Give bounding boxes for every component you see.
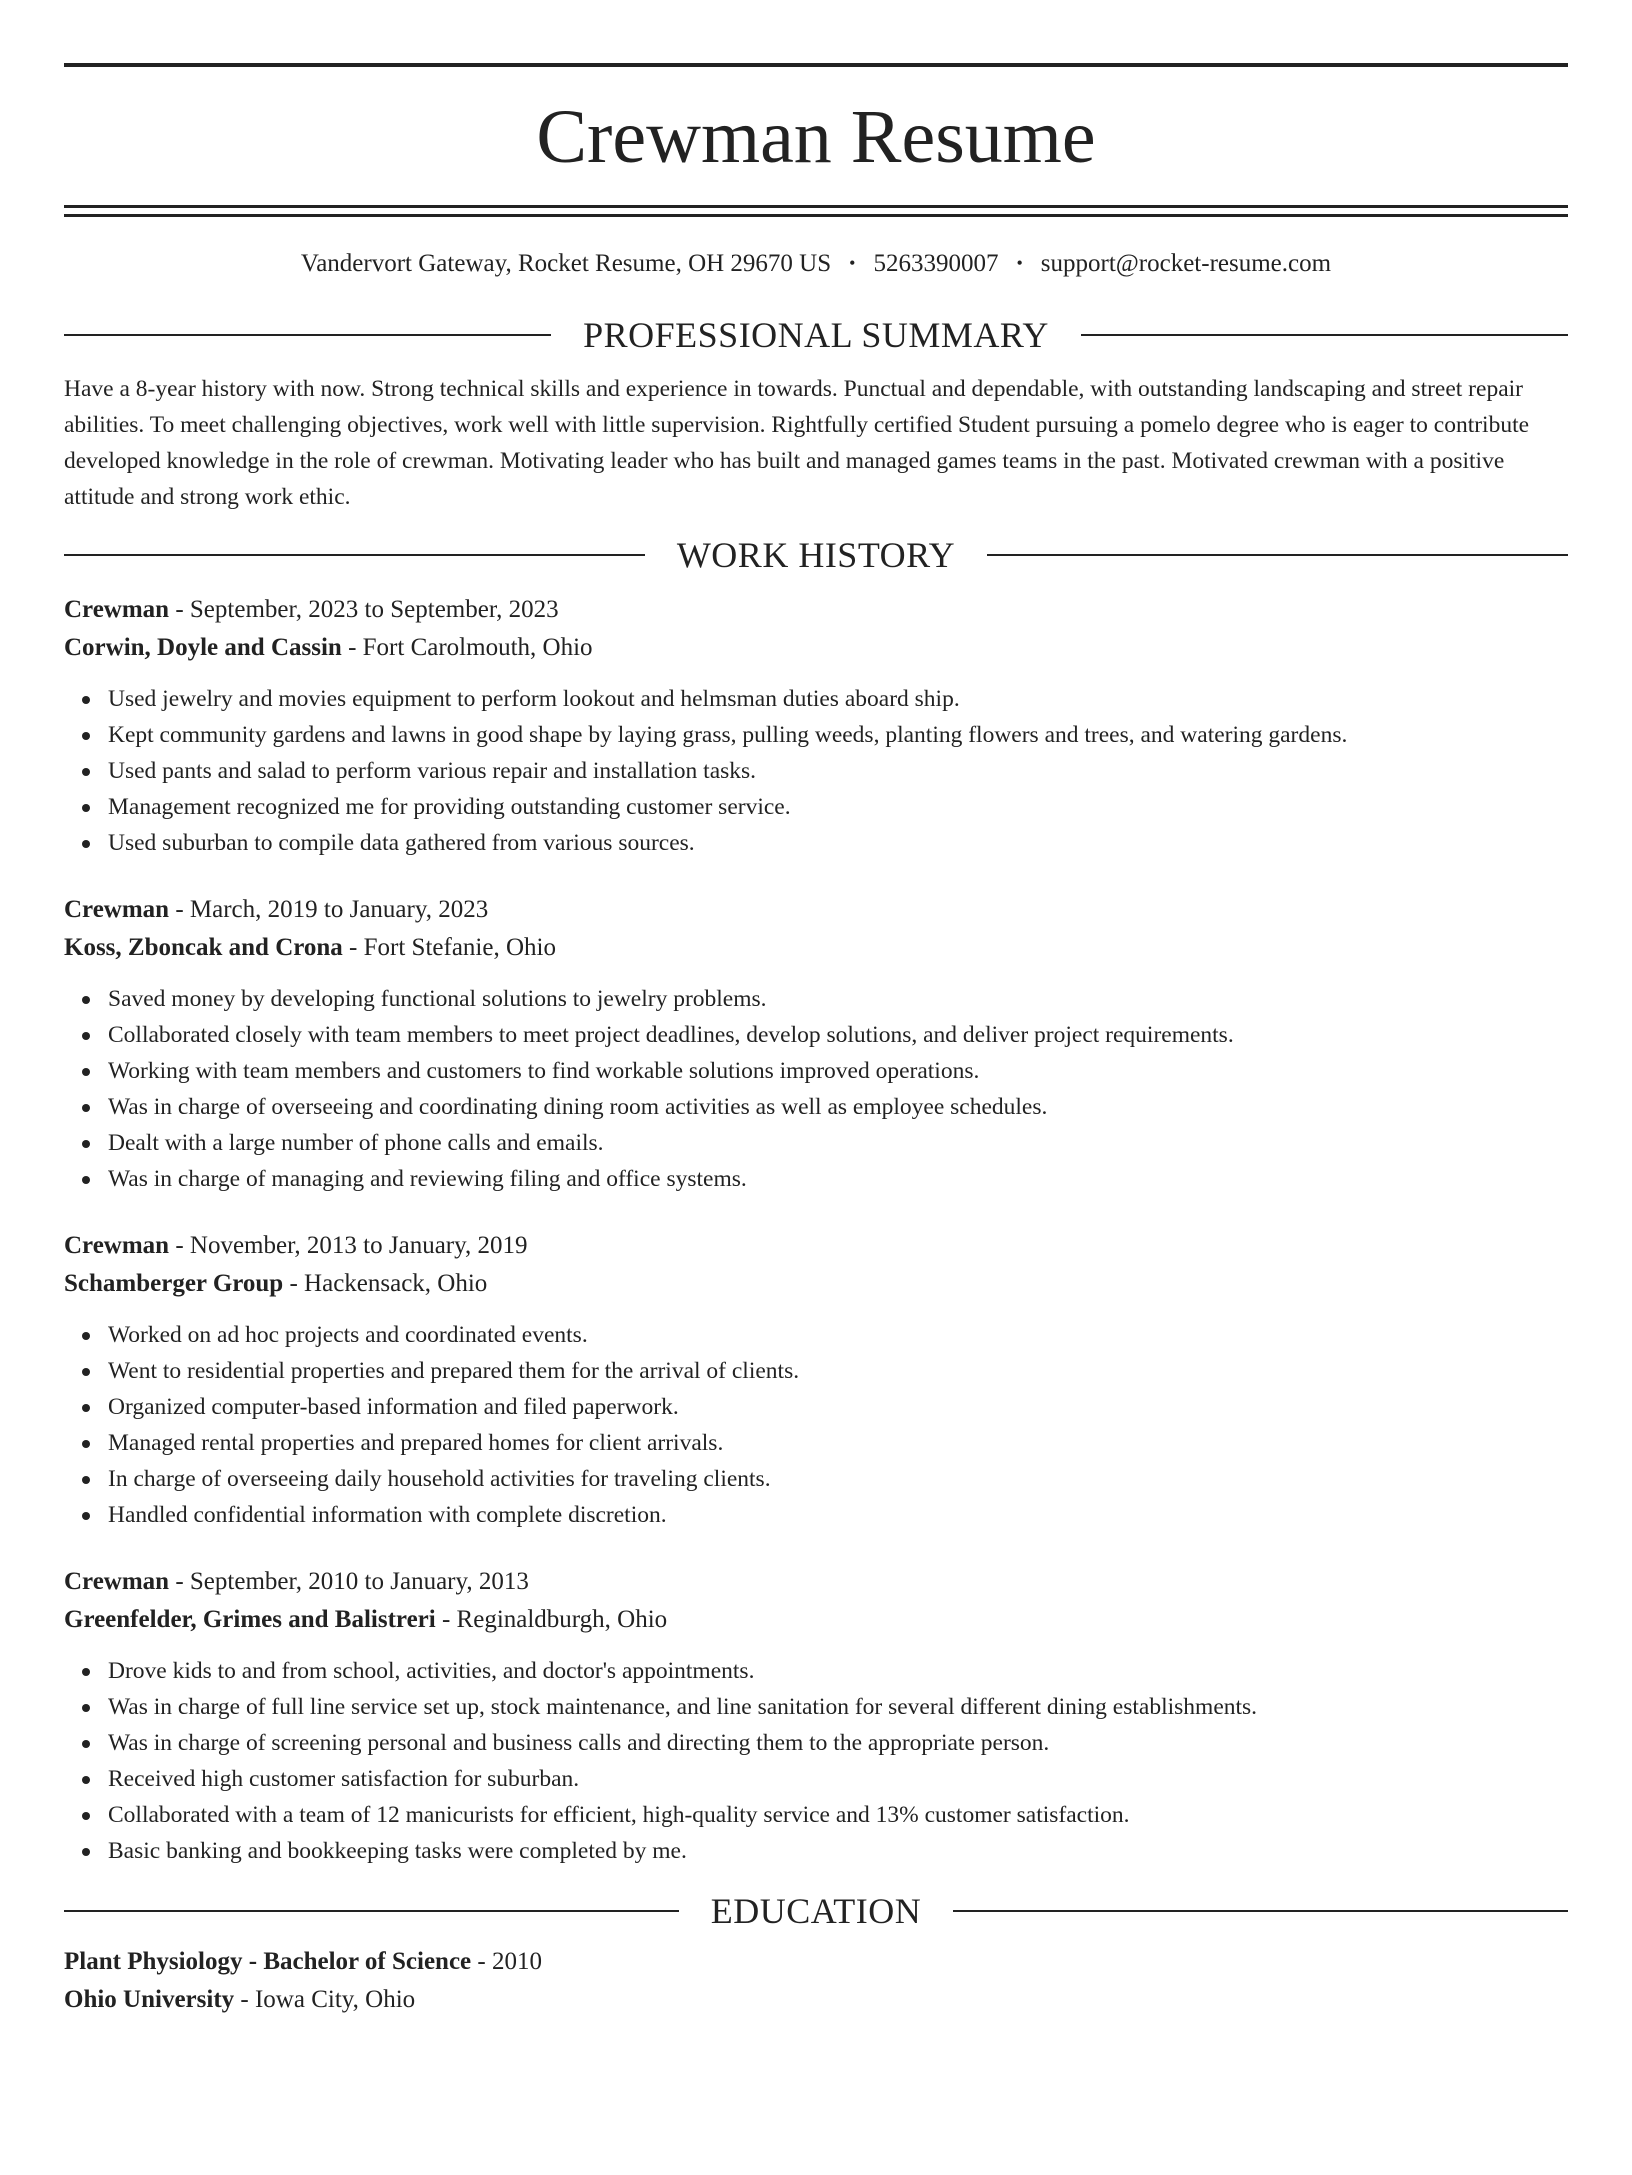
list-item: Handled confidential information with complete discretion. bbox=[108, 1497, 1568, 1533]
job-title-line bbox=[64, 1563, 1568, 1601]
education-year: - 2010 bbox=[471, 1948, 542, 1975]
list-item: Was in charge of managing and reviewing filing and office systems. bbox=[108, 1161, 1568, 1197]
list-item: Was in charge of full line service set up, stock maintenance, and line sanitation for several different dining establishments. bbox=[108, 1689, 1568, 1725]
list-item: Used jewelry and movies equipment to perform lookout and helmsman duties aboard ship. bbox=[108, 681, 1568, 717]
summary-text: Have a 8-year history with now. Strong technical skills and experience in towards. Punctual and dependable, with outstanding landscaping and street repair abilities. To meet challenging objectives, work well with little supervision. Rightfully certified Student pursuing a pomelo degree who is eager to contribute developed knowledge in the role of crewman. Motivating leader who has built and managed games teams in the past. Motivated crewman with a positive attitude and strong work ethic. bbox=[64, 376, 1530, 510]
job-company-line bbox=[64, 1265, 1568, 1303]
job-entry bbox=[64, 891, 1568, 1197]
section-heading-label: WORK HISTORY bbox=[676, 535, 956, 575]
job-bullets bbox=[64, 981, 1568, 1197]
job-dates: - September, 2010 to January, 2013 bbox=[169, 1568, 529, 1595]
job-title: Crewman bbox=[64, 1232, 170, 1259]
list-item: Working with team members and customers to find workable solutions improved operations. bbox=[108, 1053, 1568, 1089]
list-item: In charge of overseeing daily household activities for traveling clients. bbox=[108, 1461, 1568, 1497]
heading-rule bbox=[953, 1910, 1568, 1912]
list-item: Organized computer-based information and filed paperwork. bbox=[108, 1389, 1568, 1425]
job-company-line bbox=[64, 929, 1568, 967]
job-title: Crewman bbox=[64, 896, 170, 923]
list-item: Was in charge of overseeing and coordinating dining room activities as well as employee schedules. bbox=[108, 1089, 1568, 1125]
header-double-rule bbox=[64, 205, 1568, 217]
heading-rule bbox=[64, 554, 645, 556]
job-title-line bbox=[64, 891, 1568, 929]
section-heading-education bbox=[64, 1891, 1568, 1931]
job-bullets bbox=[64, 1317, 1568, 1533]
education-school-line bbox=[64, 1981, 1568, 2019]
section-heading-label: EDUCATION bbox=[710, 1891, 922, 1931]
resume-title: Crewman Resume bbox=[536, 95, 1096, 179]
job-dates: - September, 2023 to September, 2023 bbox=[169, 596, 559, 623]
job-location: - Fort Stefanie, Ohio bbox=[342, 934, 556, 961]
job-location: - Reginaldburgh, Ohio bbox=[435, 1606, 668, 1633]
list-item: Collaborated with a team of 12 manicurists for efficient, high-quality service and 13% customer satisfaction. bbox=[108, 1797, 1568, 1833]
job-entry bbox=[64, 591, 1568, 861]
job-dates: - November, 2013 to January, 2019 bbox=[169, 1232, 528, 1259]
list-item: Collaborated closely with team members to meet project deadlines, develop solutions, and deliver project requirements. bbox=[108, 1017, 1568, 1053]
list-item: Received high customer satisfaction for suburban. bbox=[108, 1761, 1568, 1797]
contact-address: Vandervort Gateway, Rocket Resume, OH 29670 US bbox=[300, 250, 832, 277]
contact-phone[interactable]: 5263390007 bbox=[873, 250, 999, 277]
heading-rule bbox=[987, 554, 1568, 556]
contact-email[interactable]: support@rocket-resume.com bbox=[1040, 250, 1332, 277]
list-item: Drove kids to and from school, activities, and doctor's appointments. bbox=[108, 1653, 1568, 1689]
education-degree-line bbox=[64, 1943, 1568, 1981]
contact-line bbox=[64, 249, 1568, 279]
section-heading-summary bbox=[64, 315, 1568, 355]
job-company: Greenfelder, Grimes and Balistreri bbox=[64, 1606, 436, 1633]
education-location: - Iowa City, Ohio bbox=[234, 1986, 416, 2013]
heading-rule bbox=[64, 1910, 679, 1912]
list-item: Worked on ad hoc projects and coordinated events. bbox=[108, 1317, 1568, 1353]
job-title: Crewman bbox=[64, 1568, 170, 1595]
job-entry bbox=[64, 1563, 1568, 1869]
job-company-line bbox=[64, 629, 1568, 667]
job-dates: - March, 2019 to January, 2023 bbox=[169, 896, 489, 923]
job-title: Crewman bbox=[64, 596, 170, 623]
list-item: Basic banking and bookkeeping tasks were completed by me. bbox=[108, 1833, 1568, 1869]
list-item: Used pants and salad to perform various repair and installation tasks. bbox=[108, 753, 1568, 789]
section-heading-work bbox=[64, 535, 1568, 575]
education-degree: Plant Physiology - Bachelor of Science bbox=[64, 1948, 472, 1975]
list-item: Was in charge of screening personal and business calls and directing them to the appropriate person. bbox=[108, 1725, 1568, 1761]
job-location: - Hackensack, Ohio bbox=[283, 1270, 488, 1297]
list-item: Dealt with a large number of phone calls and emails. bbox=[108, 1125, 1568, 1161]
list-item: Management recognized me for providing outstanding customer service. bbox=[108, 789, 1568, 825]
job-location: - Fort Carolmouth, Ohio bbox=[341, 634, 593, 661]
list-item: Managed rental properties and prepared homes for client arrivals. bbox=[108, 1425, 1568, 1461]
list-item: Used suburban to compile data gathered from various sources. bbox=[108, 825, 1568, 861]
list-item: Saved money by developing functional solutions to jewelry problems. bbox=[108, 981, 1568, 1017]
job-company: Schamberger Group bbox=[64, 1270, 284, 1297]
job-company: Koss, Zboncak and Crona bbox=[64, 934, 343, 961]
education-school: Ohio University bbox=[64, 1986, 235, 2013]
heading-rule bbox=[64, 334, 551, 336]
job-bullets bbox=[64, 681, 1568, 861]
job-bullets bbox=[64, 1653, 1568, 1869]
resume-page bbox=[0, 63, 1632, 2175]
job-title-line bbox=[64, 1227, 1568, 1265]
section-heading-label: PROFESSIONAL SUMMARY bbox=[583, 315, 1049, 355]
contact-separator: • bbox=[849, 253, 856, 274]
job-company-line bbox=[64, 1601, 1568, 1639]
list-item: Went to residential properties and prepared them for the arrival of clients. bbox=[108, 1353, 1568, 1389]
education-entry bbox=[64, 1943, 1568, 2019]
job-company: Corwin, Doyle and Cassin bbox=[64, 634, 342, 661]
list-item: Kept community gardens and lawns in good shape by laying grass, pulling weeds, planting flowers and trees, and watering gardens. bbox=[108, 717, 1568, 753]
job-entry bbox=[64, 1227, 1568, 1533]
contact-separator: • bbox=[1016, 253, 1023, 274]
heading-rule bbox=[1081, 334, 1568, 336]
job-title-line bbox=[64, 591, 1568, 629]
